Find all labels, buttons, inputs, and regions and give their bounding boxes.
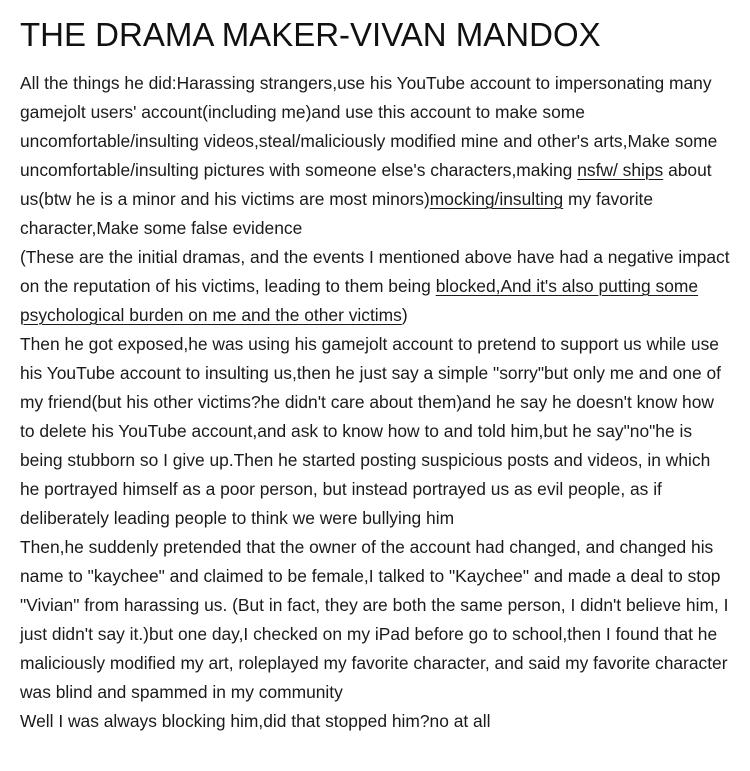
paragraph-actions xyxy=(20,69,730,243)
paragraph-kaychee: Then,he suddenly pretended that the owner of the account had changed, and changed his name to "kaychee" and claimed to be female,I talked to "Kaychee" and made a deal to stop "Vivian" from harassing us. (But in fact, they are both the same person, I didn't believe him, I just didn't say it.)but one day,I checked on my iPad before go to school,then I found that he maliciously modified my art, roleplayed my favorite character, and said my favorite character was blind and spammed in my community xyxy=(20,537,729,702)
paragraph-text: (These are the initial dramas, and the events I mentioned above have had a negative impact on the reputation of his victims, leading to them being xyxy=(20,247,730,296)
paragraph-blocking: Well I was always blocking him,did that stopped him?no at all xyxy=(20,711,491,731)
paragraph-text: All the things he did:Harassing strangers,use his YouTube account to impersonating many gamejolt users' account(including me)and use this account to make some uncomfortable/insulting videos,steal/maliciously modified mine and other's arts,Make some uncomfortable/insulting pictures with someone else's characters,making xyxy=(20,73,718,180)
paragraph-text: ) xyxy=(401,305,408,325)
paragraph-impact xyxy=(20,243,730,330)
underlined-text-mocking-insulting: mocking/insulting xyxy=(429,189,564,209)
document-title: THE DRAMA MAKER-VIVAN MANDOX xyxy=(20,16,601,53)
paragraph-text: my favorite character,Make some false evidence xyxy=(20,189,654,238)
paragraph-text: about us(btw he is a minor and his victims are most minors) xyxy=(20,160,712,209)
underlined-text-nsfw-ships: nsfw/ ships xyxy=(577,160,664,180)
underlined-text-blocked: blocked,And it's also putting some psychological burden on me and the other victims xyxy=(20,276,699,325)
paragraph-exposed: Then he got exposed,he was using his gamejolt account to pretend to support us while use his YouTube account to insulting us,then he just say a simple "sorry"but only me and one of my friend(but his other victims?he didn't care about them)and he say he doesn't know how to delete his YouTube account,and ask to know how to and told him,but he say"no"he is being stubborn so I give up.Then he started posting suspicious posts and videos, in which he portrayed himself as a poor person, but instead portrayed us as evil people, as if deliberately leading people to think we were bullying him xyxy=(20,334,721,528)
